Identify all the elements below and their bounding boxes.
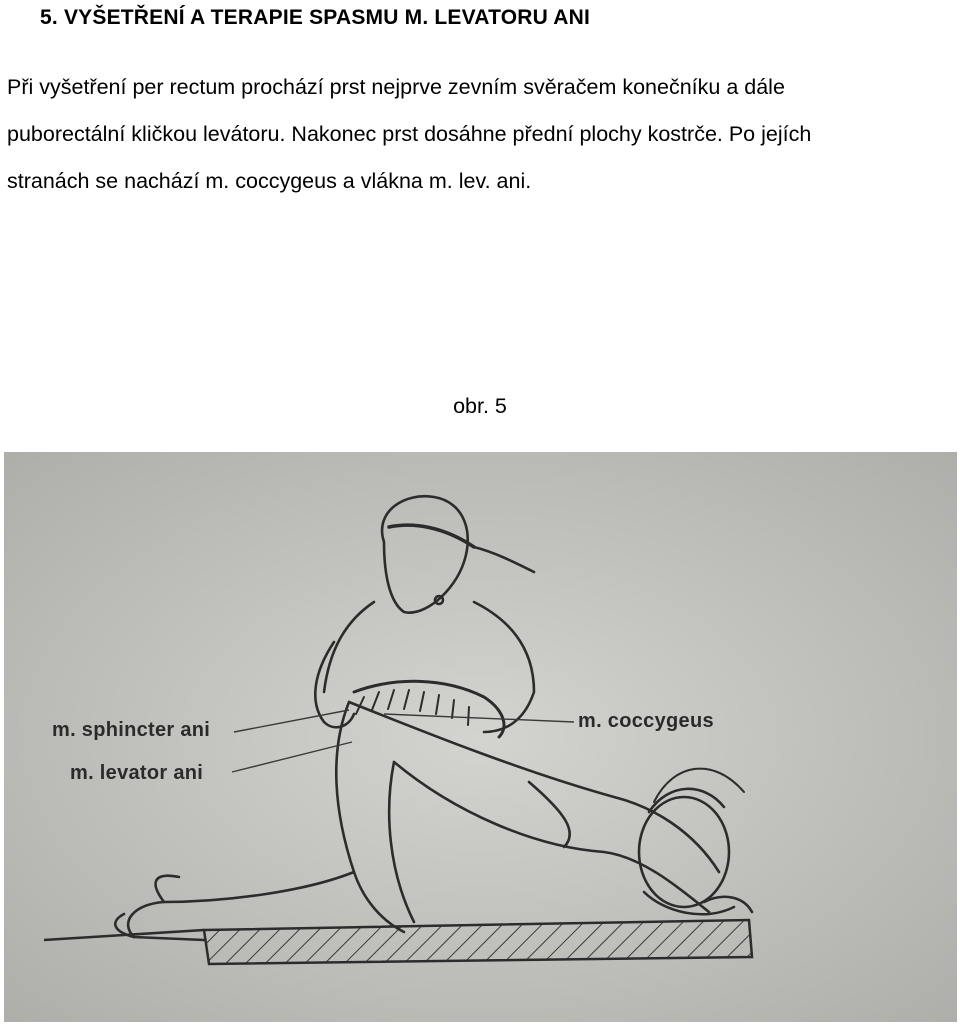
figure-illustration: [4, 452, 957, 1022]
figure-caption: obr. 5: [453, 394, 507, 418]
body-paragraph: [7, 64, 957, 205]
label-levator-ani: m. levator ani: [70, 762, 204, 784]
paragraph-line: puborectální kličkou levátoru. Nakonec prst dosáhne přední plochy kostrče. Po jejích: [7, 122, 812, 146]
paragraph-line: stranách se nachází m. coccygeus a vlákna m. lev. ani.: [7, 169, 532, 193]
section-heading: 5. VYŠETŘENÍ A TERAPIE SPASMU M. LEVATORU ANI: [40, 6, 591, 29]
label-sphincter-ani: m. sphincter ani: [52, 719, 211, 741]
label-coccygeus: m. coccygeus: [578, 710, 714, 732]
paragraph-line: Při vyšetření per rectum prochází prst nejprve zevním svěračem konečníku a dále: [7, 75, 785, 99]
